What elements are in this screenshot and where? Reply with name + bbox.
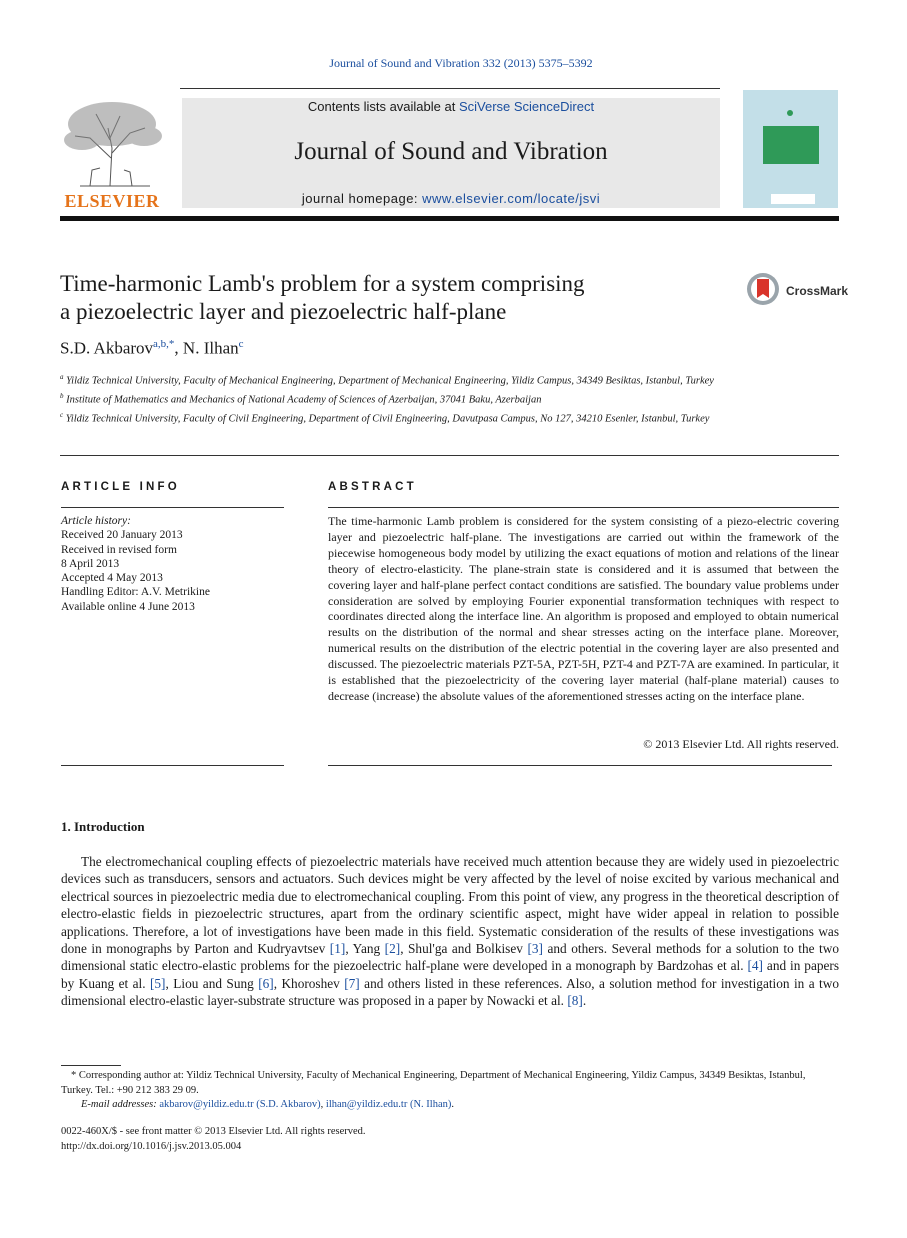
author-separator: , xyxy=(174,338,183,358)
citation-link-1[interactable]: [1] xyxy=(329,941,346,957)
abstract-heading: ABSTRACT xyxy=(328,481,417,493)
email-separator: , xyxy=(320,1099,326,1110)
crossmark-label[interactable]: CrossMark xyxy=(786,284,849,298)
abstract-copyright: © 2013 Elsevier Ltd. All rights reserved. xyxy=(643,737,839,751)
title-line-2: a piezoelectric layer and piezoelectric half-plane xyxy=(60,299,507,324)
masthead-top-rule xyxy=(180,88,720,89)
author-ilhan: N. Ilhan xyxy=(182,338,239,358)
history-line: 8 April 2013 xyxy=(61,557,120,570)
intro-text: , Yang xyxy=(345,941,385,957)
email-line xyxy=(61,1098,821,1113)
title-line-1: Time-harmonic Lamb's problem for a system comprising xyxy=(60,271,585,296)
citation-link-2[interactable]: [2] xyxy=(384,941,401,957)
journal-cover-thumbnail[interactable] xyxy=(743,90,838,208)
affiliation-a xyxy=(60,370,740,389)
citation-link-4[interactable]: [4] xyxy=(747,958,763,974)
contents-availability xyxy=(182,99,720,114)
affiliation-b xyxy=(60,389,740,408)
author-akbarov: S.D. Akbarov xyxy=(60,338,154,358)
history-line: Available online 4 June 2013 xyxy=(61,600,195,613)
citation-link-5[interactable]: [5] xyxy=(149,975,166,991)
history-label: Article history: xyxy=(61,515,131,527)
cover-title-block xyxy=(763,126,819,164)
author1-affiliation-marks[interactable]: a,b, xyxy=(153,338,169,350)
affiliation-mark: c xyxy=(60,411,64,419)
tree-icon xyxy=(60,98,164,190)
affiliations xyxy=(60,370,740,427)
article-history xyxy=(61,514,286,614)
article-info-rule-top xyxy=(61,507,284,508)
affiliation-mark: b xyxy=(60,392,64,400)
email-end: . xyxy=(451,1099,454,1110)
affiliation-divider xyxy=(60,455,839,456)
journal-reference[interactable]: Journal of Sound and Vibration 332 (2013) 5375–5392 xyxy=(329,56,593,70)
corresponding-author-note xyxy=(61,1069,821,1098)
affiliation-text: Institute of Mathematics and Mechanics of National Academy of Sciences of Azerbaijan, 37041 Baku, Azerbaijan xyxy=(66,394,542,406)
intro-text: The electromechanical coupling effects of piezoelectric materials have received much attention because they are widely used in piezoelectric devices such as transducers, sensors and actuators. Such devices might be very affected by the level of noise excited by various mechanical and electrical sources in piezoelectric media due to electromechanical coupling. From this point of view, any progress in the theoretical description of electro-elastic fields in piezoelectric structures, apart from the ordinary scientific aspect, might have wider appeal in relation to possible applications. Therefore, a lot of investigations have been made in this field. Systematic consideration of the results of these investigations was done in monographs by Parton and Kudryavtsev xyxy=(61,854,839,957)
homepage-link[interactable]: www.elsevier.com/locate/jsvi xyxy=(422,191,601,206)
email-akbarov-link[interactable]: akbarov@yildiz.edu.tr (S.D. Akbarov) xyxy=(159,1099,321,1110)
history-line: Accepted 4 May 2013 xyxy=(61,572,163,585)
elsevier-wordmark: ELSEVIER xyxy=(64,191,160,211)
author2-affiliation-mark[interactable]: c xyxy=(238,338,244,350)
history-line: Received in revised form xyxy=(61,543,177,556)
affiliation-text: Yildiz Technical University, Faculty of Mechanical Engineering, Department of Mechanical Engineering, Yildiz Campus, 34349 Besiktas, Istanbul, Turkey xyxy=(66,375,714,387)
footnote-star: * xyxy=(71,1070,77,1081)
cover-footer-strip xyxy=(771,194,815,204)
issn-line: 0022-460X/$ - see front matter © 2013 Elsevier Ltd. All rights reserved. xyxy=(61,1126,366,1137)
front-matter xyxy=(61,1125,821,1154)
doi-line[interactable]: http://dx.doi.org/10.1016/j.jsv.2013.05.004 xyxy=(61,1140,242,1152)
intro-text: , Shul'ga and Bolkisev xyxy=(400,941,528,957)
abstract-rule-top xyxy=(328,507,839,508)
introduction-body xyxy=(61,853,839,1010)
footnote-rule xyxy=(61,1065,121,1066)
history-line: Received 20 January 2013 xyxy=(61,529,183,542)
affiliation-c xyxy=(60,408,740,427)
masthead-bottom-rule xyxy=(60,216,839,221)
abstract-rule-bottom xyxy=(328,765,832,766)
article-title xyxy=(60,270,720,326)
intro-text: . xyxy=(582,993,587,1009)
history-line: Handling Editor: A.V. Metrikine xyxy=(61,586,210,599)
citation-link-7[interactable]: [7] xyxy=(344,975,360,991)
author-line xyxy=(60,338,244,359)
journal-title: Journal of Sound and Vibration xyxy=(294,138,608,165)
sciencedirect-link[interactable]: SciVerse ScienceDirect xyxy=(458,99,595,114)
introduction-paragraph xyxy=(61,853,839,1010)
intro-text: , Liou and Sung xyxy=(165,975,259,991)
citation-link-6[interactable]: [6] xyxy=(258,975,274,991)
cover-dot-icon xyxy=(787,110,793,116)
affiliation-mark: a xyxy=(60,373,64,381)
contents-prefix: Contents lists available at xyxy=(307,99,459,114)
corresponding-text: Corresponding author at: Yildiz Technical University, Faculty of Mechanical Engineering, Department of Mechanical Engineering, Yildiz Campus, 34349 Besiktas, Istanbul, Turkey. Tel.: +90 212 383 29 09. xyxy=(61,1070,806,1096)
intro-text: and in papers by Kuang et al. xyxy=(61,958,839,991)
article-info-rule-bottom xyxy=(61,765,284,766)
affiliation-text: Yildiz Technical University, Faculty of Civil Engineering, Department of Civil Engineering, Davutpasa Campus, No 127, 34210 Esenler, Istanbul, Turkey xyxy=(65,413,710,425)
intro-text: and others listed in these references. Also, a solution method for investigation in a two dimensional electro-elastic layer-substrate structure was proposed in a paper by Nowacki et al. xyxy=(61,975,839,1009)
email-label: E-mail addresses: xyxy=(81,1099,160,1110)
corresponding-footnote xyxy=(61,1069,821,1113)
homepage-prefix: journal homepage: xyxy=(301,191,423,206)
intro-text: , Khoroshev xyxy=(273,975,345,991)
email-ilhan-link[interactable]: ilhan@yildiz.edu.tr (N. Ilhan) xyxy=(325,1099,452,1110)
abstract-text: The time-harmonic Lamb problem is considered for the system consisting of a piezo-electric covering layer and piezoelectric half-plane. The investigations are carried out within the framework of the piecewise homogeneous body model by utilizing the exact equations of motion and relations of the linear theory of electro-elasticity. The plane-strain state is considered and it is assumed that between the covering layer and half-plane perfect contact conditions are satisfied. The boundary value problems under consideration are solved by employing Fourier exponential transformation techniques with respect to coordinates directed along the interface line. An algorithm is proposed and employed to obtain numerical results on the distribution of the normal and shear stresses acting on the interface plane. Moreover, numerical results on the distribution of the electric potential in the covering layer are also presented and discussed. The piezoelectric materials PZT-5A, PZT-5H, PZT-4 and PZT-7A are examined. In particular, it is established that the piezoelectricity of the covering layer material (half-plane material) causes to decrease (increase) the absolute values of the aforementioned stresses acting on the interface plane. xyxy=(328,514,839,703)
article-info-heading: ARTICLE INFO xyxy=(61,481,180,493)
journal-homepage xyxy=(182,191,720,206)
introduction-heading: 1. Introduction xyxy=(61,819,145,834)
crossmark-icon[interactable] xyxy=(746,272,780,306)
corresponding-star[interactable]: * xyxy=(168,338,175,350)
citation-link-8[interactable]: [8] xyxy=(567,993,583,1009)
intro-text: and others. Several methods for a solution to the two dimensional static electro-elastic problems for the piezoelectric half-plane were developed in a monograph by Bardzohas et al. xyxy=(61,941,840,974)
citation-link-3[interactable]: [3] xyxy=(527,941,543,957)
